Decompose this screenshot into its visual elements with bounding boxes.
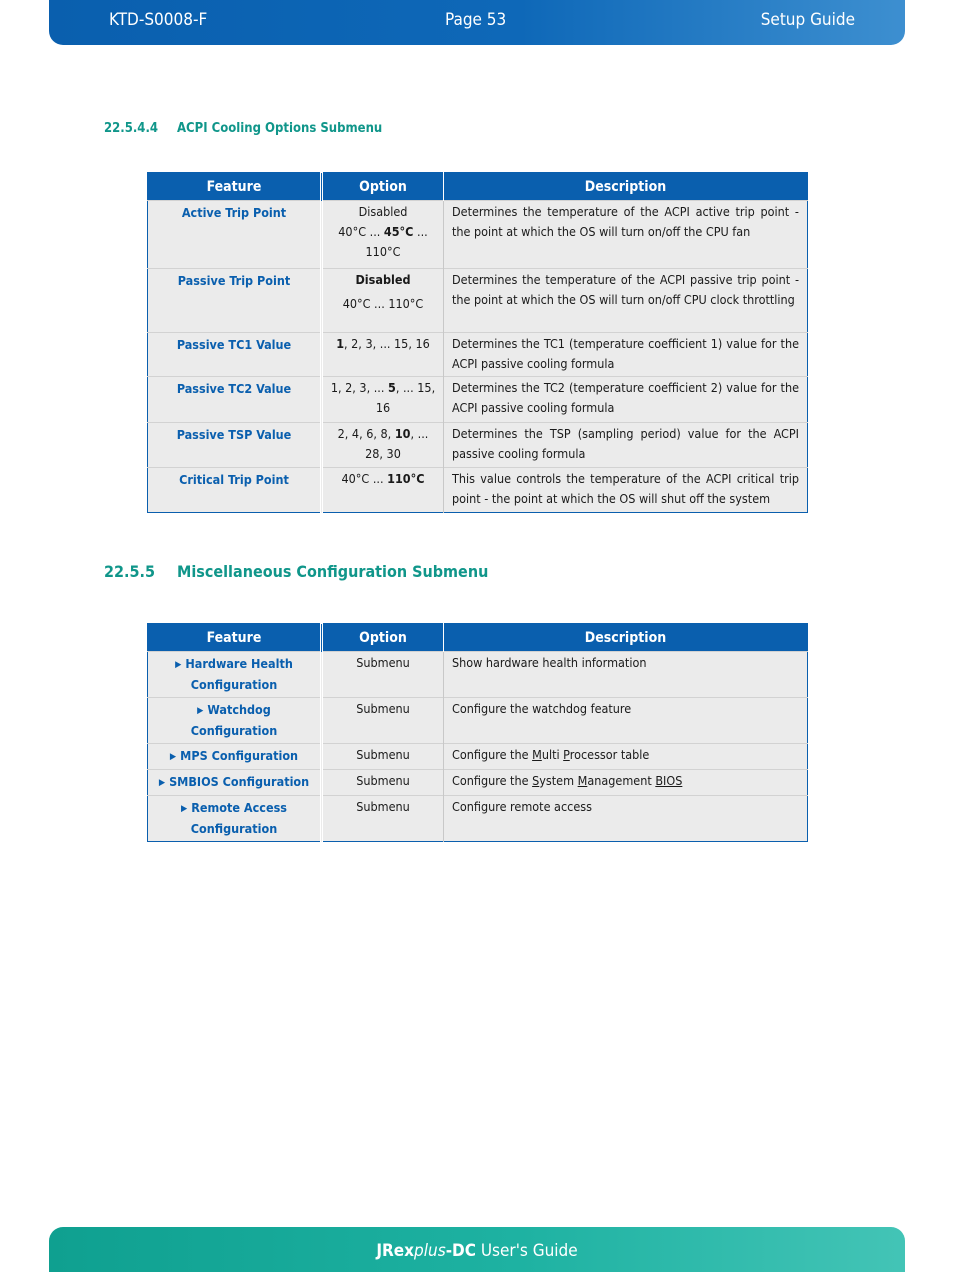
description-cell bbox=[444, 744, 808, 770]
product-name bbox=[376, 1241, 476, 1261]
feature-cell: Critical Trip Point bbox=[148, 468, 322, 513]
feature-cell bbox=[148, 796, 322, 842]
description-cell: Determines the temperature of the ACPI active trip point - the point at which the OS will turn on/off the CPU fan bbox=[444, 201, 808, 269]
feature-label: Watchdog bbox=[207, 702, 271, 717]
section-name: Setup Guide bbox=[760, 10, 855, 30]
description-cell: Configure the watchdog feature bbox=[444, 698, 808, 744]
col-feature: Feature bbox=[148, 624, 322, 652]
desc-text: Configure the bbox=[452, 747, 533, 762]
feature-label: Remote Access bbox=[191, 800, 287, 815]
desc-text: ystem bbox=[539, 773, 578, 788]
option-default: 45°C bbox=[383, 224, 414, 239]
option-cell bbox=[322, 201, 444, 269]
page-footer bbox=[49, 1227, 905, 1272]
option-text: 40°C ... bbox=[341, 471, 388, 486]
description-cell: Determines the TC2 (temperature coefficient 2) value for the ACPI passive cooling formula bbox=[444, 377, 808, 423]
desc-text: Configure the bbox=[452, 773, 533, 788]
feature-label: MPS Configuration bbox=[180, 748, 299, 763]
section-title: ACPI Cooling Options Submenu bbox=[177, 121, 383, 136]
feature-cell: Passive TC2 Value bbox=[148, 377, 322, 423]
desc-underlined: BIOS bbox=[655, 773, 683, 788]
option-text: , ... 28, 30 bbox=[365, 426, 429, 461]
feature-cell: Passive TSP Value bbox=[148, 423, 322, 468]
feature-label: Configuration bbox=[190, 677, 278, 692]
option-cell: Submenu bbox=[322, 744, 444, 770]
option-text: 2, 4, 6, 8, bbox=[337, 426, 395, 441]
guide-title: User's Guide bbox=[475, 1241, 578, 1261]
option-range: 40°C ... 110°C bbox=[342, 296, 424, 311]
feature-cell bbox=[148, 698, 322, 744]
option-default: Disabled bbox=[355, 272, 411, 287]
feature-cell bbox=[148, 744, 322, 770]
table-header-row bbox=[148, 624, 808, 652]
feature-label: SMBIOS Configuration bbox=[169, 774, 310, 789]
option-cell bbox=[322, 377, 444, 423]
description-cell: Determines the TC1 (temperature coefficient 1) value for the ACPI passive cooling formula bbox=[444, 333, 808, 377]
triangle-right-icon: ▶ bbox=[175, 660, 182, 670]
option-range bbox=[329, 222, 437, 262]
acpi-cooling-table bbox=[147, 172, 808, 513]
table-row bbox=[148, 796, 808, 842]
option-default: 1 bbox=[336, 336, 345, 351]
description-cell bbox=[444, 770, 808, 796]
brand-part: JRex bbox=[376, 1241, 415, 1261]
option-cell bbox=[322, 468, 444, 513]
option-text: 1, 2, 3, ... bbox=[330, 380, 389, 395]
section-number: 22.5.5 bbox=[104, 562, 155, 581]
table-row bbox=[148, 423, 808, 468]
option-text: ... 110°C bbox=[365, 224, 428, 259]
option-text: , ... 15, 16 bbox=[375, 380, 436, 415]
description-cell: Determines the TSP (sampling period) value for the ACPI passive cooling formula bbox=[444, 423, 808, 468]
col-option: Option bbox=[322, 173, 444, 201]
table-row bbox=[148, 698, 808, 744]
table-header-row bbox=[148, 173, 808, 201]
table-row bbox=[148, 652, 808, 698]
triangle-right-icon: ▶ bbox=[197, 706, 204, 716]
triangle-right-icon: ▶ bbox=[169, 752, 177, 762]
desc-underlined: M bbox=[577, 773, 588, 788]
triangle-right-icon: ▶ bbox=[181, 804, 188, 814]
feature-cell: Active Trip Point bbox=[148, 201, 322, 269]
table-row bbox=[148, 269, 808, 333]
brand-part: -DC bbox=[445, 1241, 476, 1261]
option-cell: Submenu bbox=[322, 652, 444, 698]
page-header bbox=[49, 0, 905, 45]
triangle-right-icon: ▶ bbox=[158, 778, 166, 788]
section-heading-acpi bbox=[104, 121, 382, 136]
desc-text: anagement bbox=[587, 773, 656, 788]
option-cell: Submenu bbox=[322, 796, 444, 842]
desc-underlined: M bbox=[532, 747, 542, 762]
description-cell: Show hardware health information bbox=[444, 652, 808, 698]
feature-cell: Passive TC1 Value bbox=[148, 333, 322, 377]
table-row bbox=[148, 468, 808, 513]
col-description: Description bbox=[444, 624, 808, 652]
desc-underlined: P bbox=[563, 747, 570, 762]
brand-part: plus bbox=[414, 1241, 446, 1261]
feature-label: Configuration bbox=[190, 723, 278, 738]
col-option: Option bbox=[322, 624, 444, 652]
description-cell: Configure remote access bbox=[444, 796, 808, 842]
option-cell bbox=[322, 423, 444, 468]
option-cell bbox=[322, 333, 444, 377]
section-title: Miscellaneous Configuration Submenu bbox=[177, 562, 489, 581]
option-default: 5 bbox=[388, 380, 396, 395]
section-heading-misc bbox=[104, 562, 488, 581]
option-default: 10 bbox=[394, 426, 411, 441]
option-text: , 2, 3, ... 15, 16 bbox=[344, 336, 430, 351]
misc-config-table bbox=[147, 623, 808, 842]
description-cell: Determines the temperature of the ACPI passive trip point - the point at which the OS will turn on/off CPU clock throttling bbox=[444, 269, 808, 333]
table-row bbox=[148, 201, 808, 269]
feature-label: Hardware Health bbox=[185, 656, 293, 671]
option-text: 40°C ... bbox=[338, 224, 384, 239]
table-row bbox=[148, 333, 808, 377]
page-number: Page 53 bbox=[445, 10, 507, 30]
feature-label: Configuration bbox=[190, 821, 278, 836]
option-cell bbox=[322, 269, 444, 333]
option-cell: Submenu bbox=[322, 770, 444, 796]
table-row bbox=[148, 377, 808, 423]
feature-cell bbox=[148, 770, 322, 796]
table-row bbox=[148, 770, 808, 796]
option-value: Disabled bbox=[358, 204, 408, 219]
desc-underlined: S bbox=[532, 773, 540, 788]
feature-cell bbox=[148, 652, 322, 698]
table-row bbox=[148, 744, 808, 770]
col-feature: Feature bbox=[148, 173, 322, 201]
option-cell: Submenu bbox=[322, 698, 444, 744]
feature-cell: Passive Trip Point bbox=[148, 269, 322, 333]
section-number: 22.5.4.4 bbox=[104, 121, 159, 136]
desc-text: ulti bbox=[541, 747, 564, 762]
desc-text: rocessor table bbox=[569, 747, 650, 762]
description-cell: This value controls the temperature of the ACPI critical trip point - the point at which the OS will shut off the system bbox=[444, 468, 808, 513]
doc-id: KTD-S0008-F bbox=[109, 10, 208, 30]
col-description: Description bbox=[444, 173, 808, 201]
option-default: 110°C bbox=[387, 471, 425, 486]
